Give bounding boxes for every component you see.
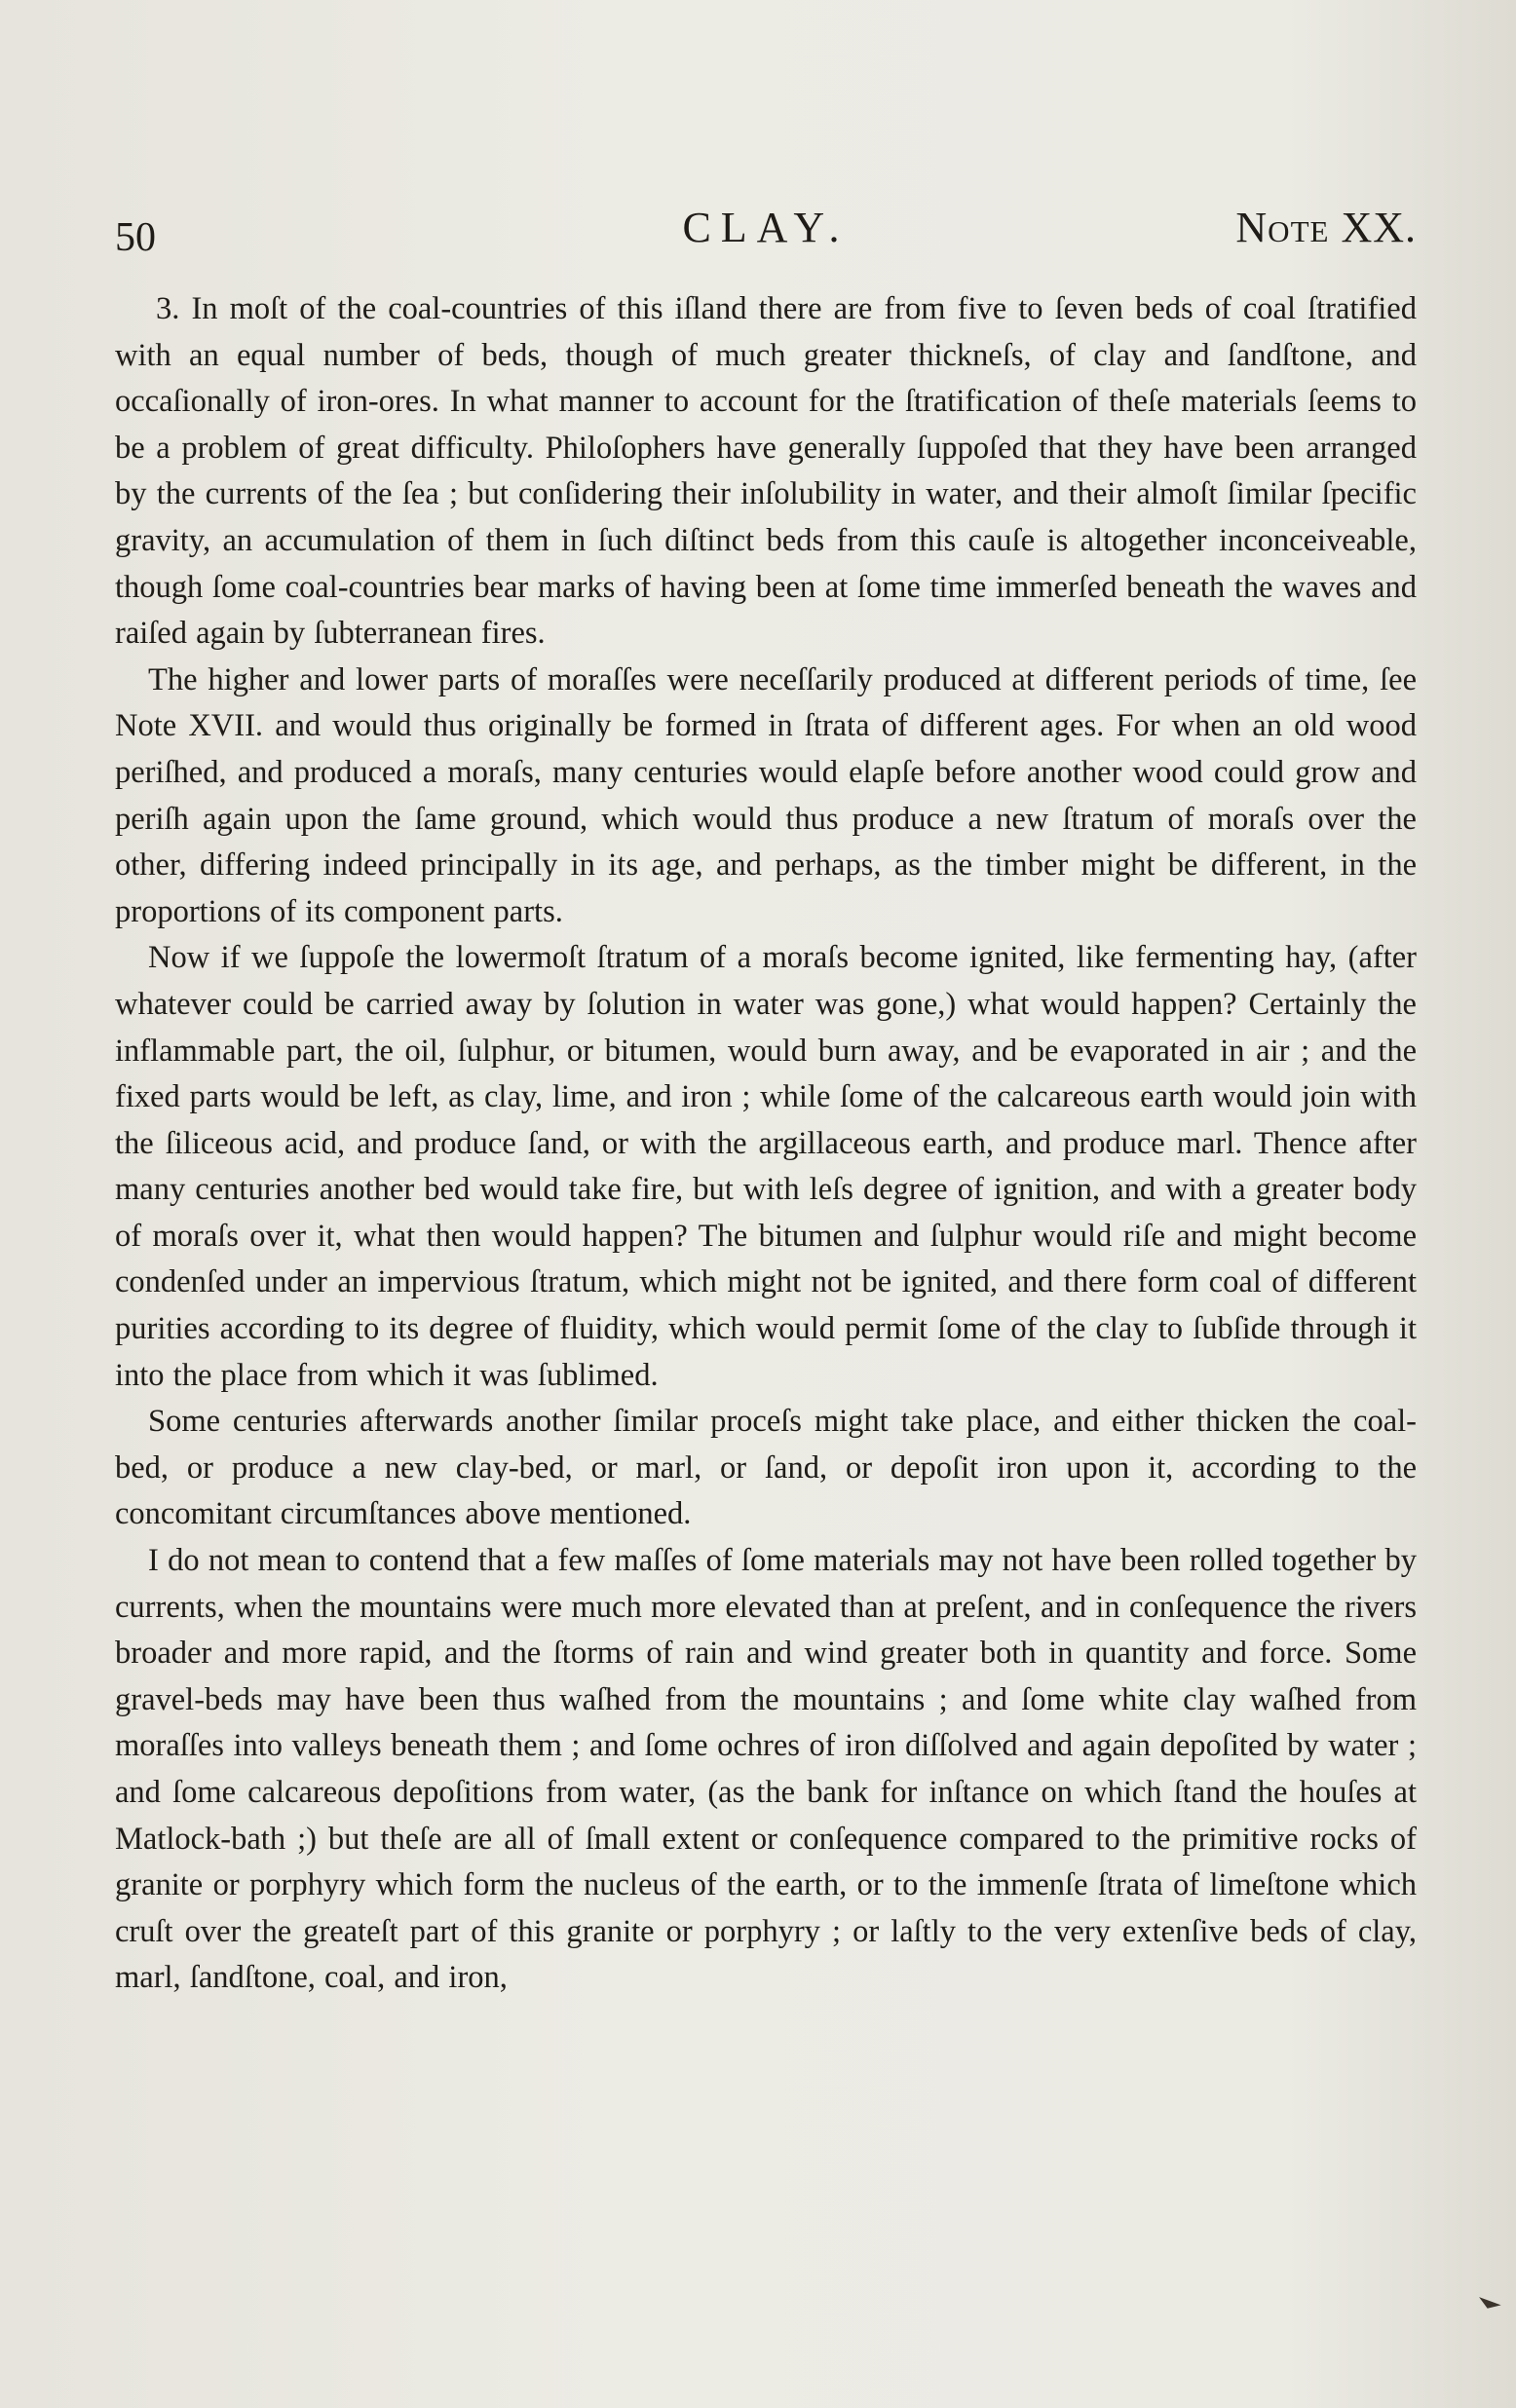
page-header [115, 203, 1417, 261]
paragraph-1: 3. In moſt of the coal-countries of this iſland there are from five to ſeven beds of coal ſtratified with an equal number of beds, though of much greater thickneſs, of clay and ſandſtone, and occaſionally of iron-ores. In what manner to account for the ſtratification of theſe materials ſeems to be a problem of great difficulty. Philoſophers have generally ſuppoſed that they have been arranged by the currents of the ſea ; but conſidering their inſolubility in water, and their almoſt ſimilar ſpecific gravity, an accumulation of them in ſuch diſtinct beds from this cauſe is altogether inconceiveable, though ſome coal-countries bear marks of having been at ſome time immerſed beneath the waves and raiſed again by ſubterranean fires. [115, 291, 1417, 652]
paragraph-4: Some centuries afterwards another ſimilar proceſs might take place, and either thicken the coal-bed, or produce a new clay-bed, or marl, or ſand, or depoſit iron upon it, according to the concomitant circumſtances above mentioned. [115, 1404, 1417, 1532]
paragraph-5: I do not mean to contend that a few maſſes of ſome materials may not have been rolled together by currents, when the mountains were much more elevated than at preſent, and in conſequence the rivers broader and more rapid, and the ſtorms of rain and wind greater both in quantity and force. Some gravel-beds may have been thus waſhed from the mountains ; and ſome white clay waſhed from moraſſes into valleys beneath them ; and ſome ochres of iron diſſolved and again depoſited by water ; and ſome calcareous depoſitions from water, (as the bank for inſtance on which ſtand the houſes at Matlock-bath ;) but theſe are all of ſmall extent or conſequence compared to the primitive rocks of granite or porphyry which form the nucleus of the earth, or to the immenſe ſtrata of limeſtone which cruſt over the greateſt part of this granite or porphyry ; or laſtly to the very extenſive beds of clay, marl, ſandſtone, coal, and iron, [115, 1543, 1417, 1996]
ink-mark [1476, 2297, 1500, 2313]
page-body [115, 286, 1417, 2002]
page-number: 50 [115, 215, 156, 260]
note-label: Note XX. [1235, 204, 1417, 251]
running-title: CLAY. [682, 204, 850, 251]
paragraph-2: The higher and lower parts of moraſſes were neceſſarily produced at different periods of time, ſee Note XVII. and would thus originally be formed in ſtrata of different ages. For when an old wood periſhed, and produced a moraſs, many centuries would elapſe before another wood could grow and periſh again upon the ſame ground, which would thus produce a new ſtratum of moraſs over the other, differing indeed principally in its age, and perhaps, as the timber might be different, in the proportions of its component parts. [115, 661, 1417, 929]
paragraph-3: Now if we ſuppoſe the lowermoſt ſtratum of a moraſs become ignited, like fermenting hay, (after whatever could be carried away by ſolution in water was gone,) what would happen? Certainly the inflammable part, the oil, ſulphur, or bitumen, would burn away, and be evaporated in air ; and the fixed parts would be left, as clay, lime, and iron ; while ſome of the calcareous earth would join with the ſiliceous acid, and produce ſand, or with the argillaceous earth, and produce marl. Thence after many centuries another bed would take fire, but with leſs degree of ignition, and with a greater body of moraſs over it, what then would happen? The bitumen and ſulphur would riſe and might become condenſed under an impervious ſtratum, which might not be ignited, and there form coal of different purities according to its degree of fluidity, which would permit ſome of the clay to ſubſide through it into the place from which it was ſublimed. [115, 940, 1417, 1393]
